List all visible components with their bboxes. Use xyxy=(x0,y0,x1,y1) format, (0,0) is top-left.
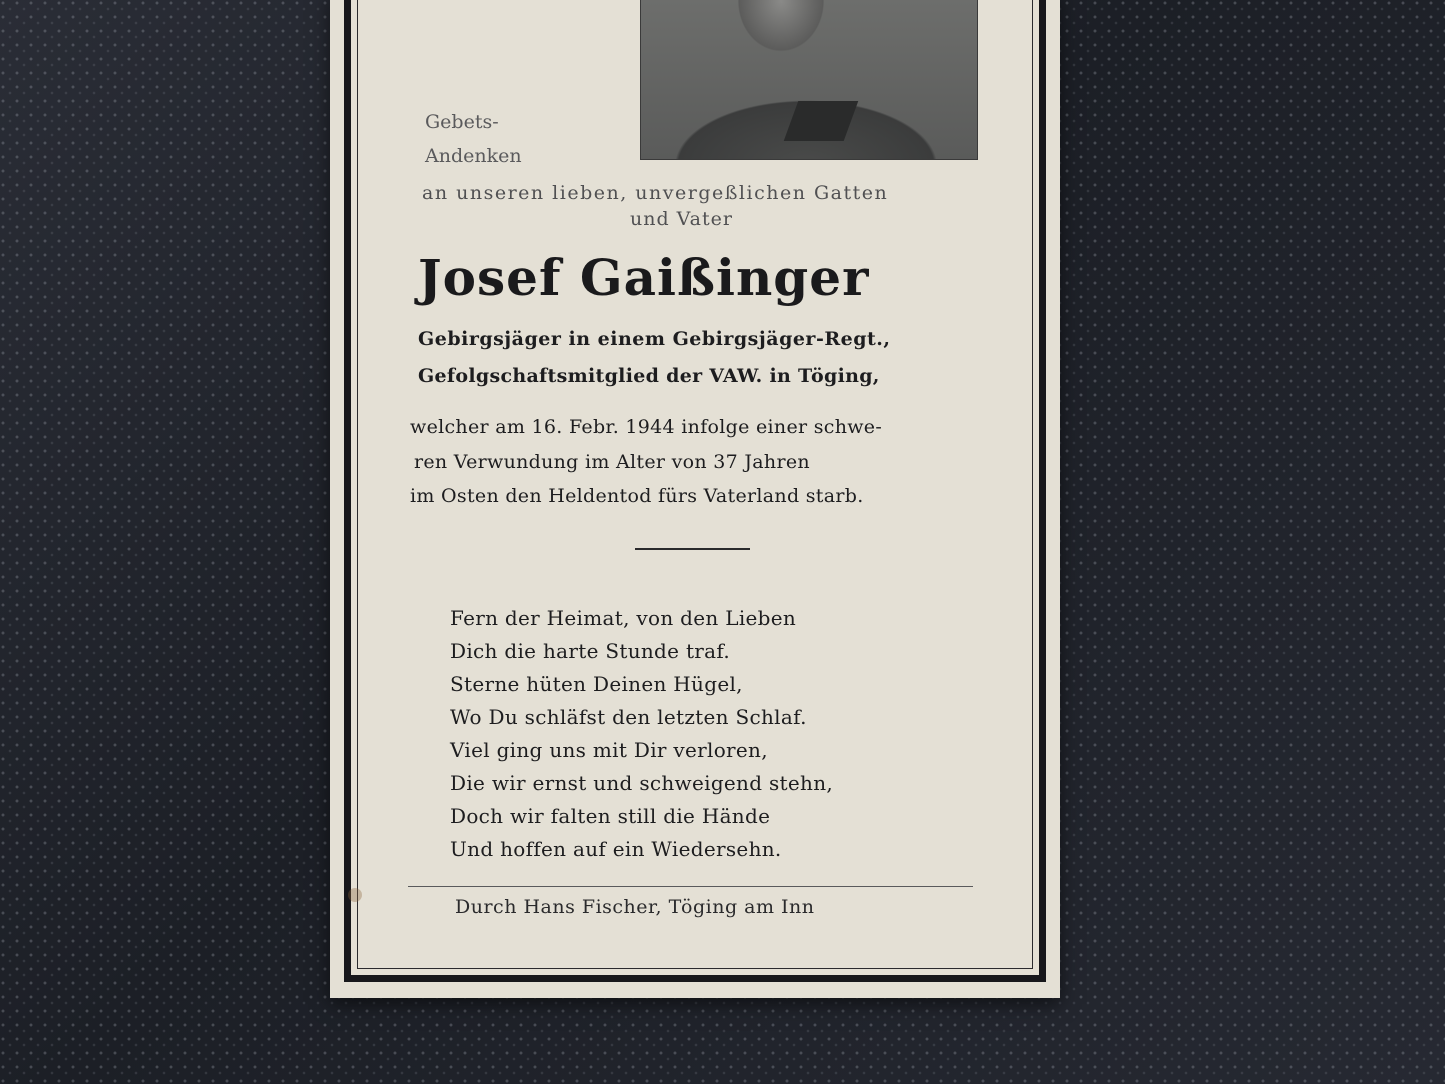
death-line-3: im Osten den Heldentod fürs Vaterland starb. xyxy=(410,485,864,507)
memorial-card xyxy=(330,0,1060,998)
poem-line: Die wir ernst und schweigend stehn, xyxy=(450,771,834,795)
poem-line: Viel ging uns mit Dir verloren, xyxy=(450,738,768,762)
soldier-photo xyxy=(640,0,978,160)
death-line-1: welcher am 16. Febr. 1944 infolge einer schwe- xyxy=(410,416,883,438)
poem-line: Fern der Heimat, von den Lieben xyxy=(450,606,797,630)
paper-stain xyxy=(348,888,362,902)
poem-line: Wo Du schläfst den letzten Schlaf. xyxy=(450,705,807,729)
intro-line-1: an unseren lieben, unvergeßlichen Gatten xyxy=(422,182,889,204)
poem-line: Dich die harte Stunde traf. xyxy=(450,639,731,663)
memorial-poem xyxy=(450,602,833,866)
membership-line: Gefolgschaftsmitglied der VAW. in Töging, xyxy=(418,365,880,387)
death-line-2: ren Verwundung im Alter von 37 Jahren xyxy=(414,451,810,473)
poem-line: Sterne hüten Deinen Hügel, xyxy=(450,672,743,696)
footer-rule xyxy=(408,886,973,887)
card-heading xyxy=(425,105,522,173)
military-rank: Gebirgsjäger in einem Gebirgsjäger-Regt., xyxy=(418,328,891,350)
heading-line-1: Gebets- xyxy=(425,111,499,133)
poem-line: Und hoffen auf ein Wiedersehn. xyxy=(450,837,782,861)
printer-credit: Durch Hans Fischer, Töging am Inn xyxy=(455,896,815,918)
section-divider xyxy=(635,548,750,550)
uniform-collar xyxy=(784,101,859,141)
deceased-name: Josef Gaißinger xyxy=(418,248,870,307)
intro-line-2: und Vater xyxy=(630,208,733,230)
heading-line-2: Andenken xyxy=(425,145,522,167)
poem-line: Doch wir falten still die Hände xyxy=(450,804,771,828)
